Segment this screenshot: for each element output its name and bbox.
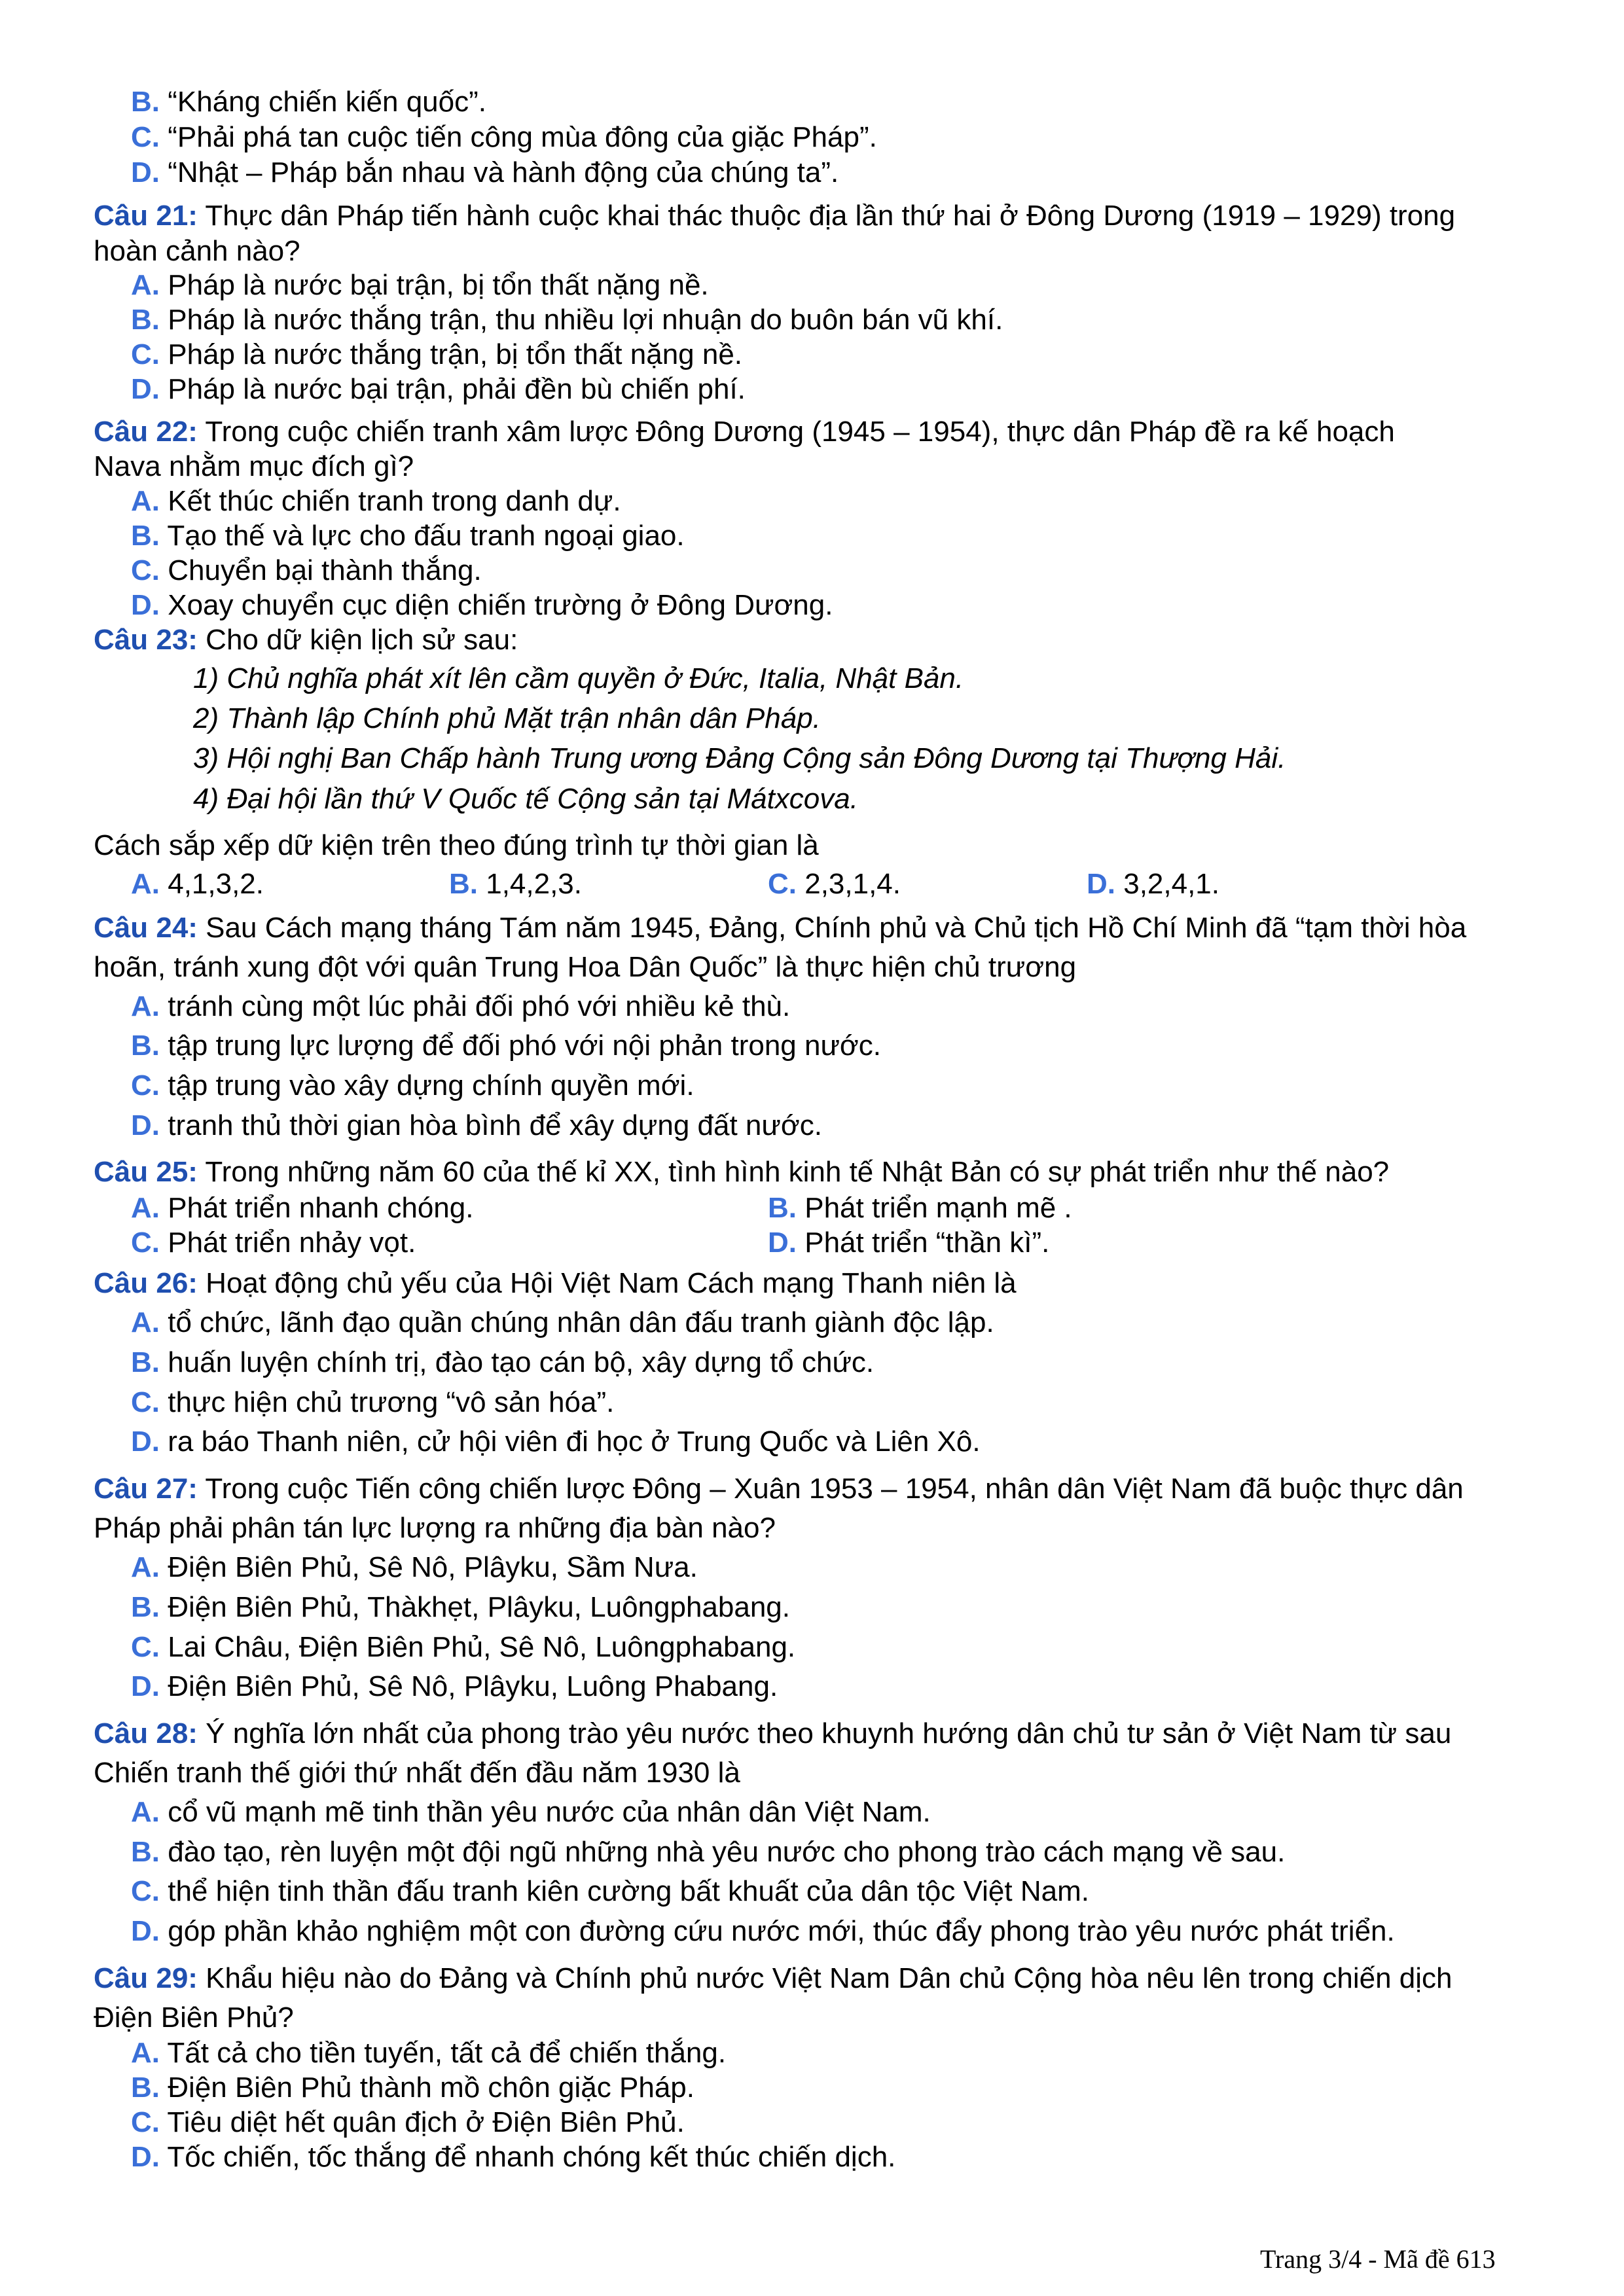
q24-option-c: C. tập trung vào xây dựng chính quyền mới. — [131, 1069, 695, 1102]
q23-option-c: C. 2,3,1,4. — [768, 868, 901, 900]
q29-option-b: B. Điện Biên Phủ thành mồ chôn giặc Pháp. — [131, 2072, 695, 2104]
q23-event-1: 1) Chủ nghĩa phát xít lên cầm quyền ở Đức, Italia, Nhật Bản. — [193, 662, 964, 694]
q23-option-d: D. 3,2,4,1. — [1087, 868, 1220, 900]
q24-option-b: B. tập trung lực lượng để đối phó với nội phản trong nước. — [131, 1030, 881, 1062]
q22-option-a: A. Kết thúc chiến tranh trong danh dự. — [131, 485, 621, 517]
q22-stem-line-1: Câu 22: Trong cuộc chiến tranh xâm lược Đông Dương (1945 – 1954), thực dân Pháp đề ra kế hoạch — [94, 416, 1395, 448]
q26-option-a: A. tổ chức, lãnh đạo quần chúng nhân dân đấu tranh giành độc lập. — [131, 1306, 994, 1338]
q25-option-b: B. Phát triển mạnh mẽ . — [768, 1192, 1072, 1224]
q28-option-b: B. đào tạo, rèn luyện một đội ngũ những nhà yêu nước cho phong trào cách mạng về sau. — [131, 1836, 1286, 1868]
q29-option-a: A. Tất cả cho tiền tuyến, tất cả để chiến thắng. — [131, 2037, 727, 2069]
q29-option-c: C. Tiêu diệt hết quân địch ở Điện Biên Phủ. — [131, 2106, 685, 2138]
q28-stem-line-2: Chiến tranh thế giới thứ nhất đến đầu năm 1930 là — [94, 1757, 740, 1789]
q28-stem-line-1: Câu 28: Ý nghĩa lớn nhất của phong trào yêu nước theo khuynh hướng dân chủ tư sản ở Việt Nam từ sau — [94, 1717, 1452, 1749]
q23-option-b: B. 1,4,2,3. — [449, 868, 583, 900]
q23-event-3: 3) Hội nghị Ban Chấp hành Trung ương Đảng Cộng sản Đông Dương tại Thượng Hải. — [193, 742, 1286, 774]
q21-option-a: A. Pháp là nước bại trận, bị tổn thất nặng nề. — [131, 269, 709, 301]
q26-option-c: C. thực hiện chủ trương “vô sản hóa”. — [131, 1386, 615, 1418]
q21-stem-line-1: Câu 21: Thực dân Pháp tiến hành cuộc khai thác thuộc địa lần thứ hai ở Đông Dương (1919 – 1929) trong — [94, 200, 1456, 232]
q24-option-d: D. tranh thủ thời gian hòa bình để xây dựng đất nước. — [131, 1109, 822, 1141]
q29-stem-line-2: Điện Biên Phủ? — [94, 2001, 294, 2034]
q26-stem: Câu 26: Hoạt động chủ yếu của Hội Việt Nam Cách mạng Thanh niên là — [94, 1267, 1017, 1299]
q26-option-b: B. huấn luyện chính trị, đào tạo cán bộ, xây dựng tổ chức. — [131, 1346, 875, 1378]
q22-option-c: C. Chuyển bại thành thắng. — [131, 554, 482, 586]
q27-option-b: B. Điện Biên Phủ, Thàkhẹt, Plâyku, Luôngphabang. — [131, 1591, 790, 1623]
q28-option-c: C. thể hiện tinh thần đấu tranh kiên cường bất khuất của dân tộc Việt Nam. — [131, 1875, 1089, 1907]
q22-option-b: B. Tạo thế và lực cho đấu tranh ngoại giao. — [131, 520, 685, 552]
q22-option-d: D. Xoay chuyển cục diện chiến trường ở Đông Dương. — [131, 589, 833, 621]
q28-option-d: D. góp phần khảo nghiệm một con đường cứu nước mới, thúc đẩy phong trào yêu nước phát triển. — [131, 1915, 1395, 1947]
prev-option-b: B. “Kháng chiến kiến quốc”. — [131, 86, 486, 118]
q23-event-2: 2) Thành lập Chính phủ Mặt trận nhân dân Pháp. — [193, 702, 821, 734]
q23-event-4: 4) Đại hội lần thứ V Quốc tế Cộng sản tại Mátxcova. — [193, 783, 858, 815]
q27-stem-line-2: Pháp phải phân tán lực lượng ra những địa bàn nào? — [94, 1512, 776, 1544]
q21-option-c: C. Pháp là nước thắng trận, bị tổn thất nặng nề. — [131, 338, 743, 370]
q21-option-d: D. Pháp là nước bại trận, phải đền bù chiến phí. — [131, 373, 746, 405]
prev-option-c: C. “Phải phá tan cuộc tiến công mùa đông của giặc Pháp”. — [131, 121, 877, 153]
q23-stem: Câu 23: Cho dữ kiện lịch sử sau: — [94, 624, 518, 656]
q25-option-d: D. Phát triển “thần kì”. — [768, 1227, 1050, 1259]
q24-stem-line-1: Câu 24: Sau Cách mạng tháng Tám năm 1945, Đảng, Chính phủ và Chủ tịch Hồ Chí Minh đã “tạm thời hòa — [94, 912, 1467, 944]
q28-option-a: A. cổ vũ mạnh mẽ tinh thần yêu nước của nhân dân Việt Nam. — [131, 1796, 931, 1828]
q27-option-c: C. Lai Châu, Điện Biên Phủ, Sê Nô, Luôngphabang. — [131, 1631, 796, 1663]
q27-stem-line-1: Câu 27: Trong cuộc Tiến công chiến lược Đông – Xuân 1953 – 1954, nhân dân Việt Nam đã buộc thực dân — [94, 1473, 1464, 1505]
q23-prompt: Cách sắp xếp dữ kiện trên theo đúng trình tự thời gian là — [94, 829, 819, 861]
q26-option-d: D. ra báo Thanh niên, cử hội viên đi học ở Trung Quốc và Liên Xô. — [131, 1426, 981, 1458]
q27-option-d: D. Điện Biên Phủ, Sê Nô, Plâyku, Luông Phabang. — [131, 1670, 778, 1702]
q24-option-a: A. tránh cùng một lúc phải đối phó với nhiều kẻ thù. — [131, 990, 791, 1022]
q29-stem-line-1: Câu 29: Khẩu hiệu nào do Đảng và Chính phủ nước Việt Nam Dân chủ Cộng hòa nêu lên trong chiến dịch — [94, 1962, 1453, 1994]
q22-stem-line-2: Nava nhằm mục đích gì? — [94, 450, 414, 482]
q27-option-a: A. Điện Biên Phủ, Sê Nô, Plâyku, Sầm Nưa. — [131, 1551, 698, 1583]
q23-option-a: A. 4,1,3,2. — [131, 868, 264, 900]
q21-option-b: B. Pháp là nước thắng trận, thu nhiều lợi nhuận do buôn bán vũ khí. — [131, 304, 1003, 336]
q24-stem-line-2: hoãn, tránh xung đột với quân Trung Hoa Dân Quốc” là thực hiện chủ trương — [94, 951, 1077, 983]
q25-stem: Câu 25: Trong những năm 60 của thế kỉ XX, tình hình kinh tế Nhật Bản có sự phát triển như thế nào? — [94, 1156, 1390, 1188]
q21-stem-line-2: hoàn cảnh nào? — [94, 235, 300, 267]
prev-option-d: D. “Nhật – Pháp bắn nhau và hành động của chúng ta”. — [131, 156, 839, 188]
q29-option-d: D. Tốc chiến, tốc thắng để nhanh chóng kết thúc chiến dịch. — [131, 2141, 896, 2173]
q25-option-a: A. Phát triển nhanh chóng. — [131, 1192, 474, 1224]
page-footer: Trang 3/4 - Mã đề 613 — [1260, 2244, 1496, 2274]
q25-option-c: C. Phát triển nhảy vọt. — [131, 1227, 416, 1259]
